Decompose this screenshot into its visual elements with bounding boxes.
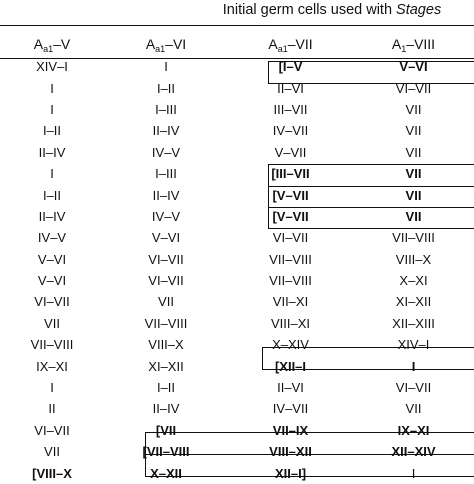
caption-prefix: Initial germ cells used with (222, 2, 397, 18)
table-cell: VII (44, 315, 60, 331)
table-row (0, 420, 474, 441)
table-cell: XII–I] (274, 465, 307, 481)
table-cell: I (50, 380, 54, 396)
table-cell: XIV–I (397, 337, 430, 353)
table-cell: VIII–X (395, 251, 432, 267)
table-cell: I (164, 59, 168, 75)
table-row (0, 56, 474, 77)
table-cell: [III–VII (271, 166, 310, 182)
table-cell: V–VI (37, 273, 67, 289)
table-cell: I–II (42, 123, 62, 139)
table-row (0, 377, 474, 398)
table-cell: [V–VII (272, 208, 309, 224)
table-cell: X–XII (150, 465, 182, 481)
table-cell: I (50, 166, 54, 182)
table-cell: [I–V (278, 59, 303, 75)
column-header: $A_1$–VIII (391, 36, 436, 54)
table-cell: VII (158, 294, 174, 310)
table-cell: I (411, 465, 416, 481)
table-cell: X–XIV (272, 337, 309, 353)
table-caption (0, 0, 474, 20)
table-cell: I (411, 358, 416, 374)
table-cell: VI–VII (34, 422, 70, 438)
table-row (0, 184, 474, 205)
table-cell: VIII–XI (270, 315, 311, 331)
table-cell: V–VI (151, 230, 181, 246)
column-header: $A_{a1}$–VII (268, 36, 313, 54)
table-cell: IV–V (151, 208, 181, 224)
table-cell: VI–VII (272, 230, 309, 246)
table-row (0, 120, 474, 141)
column-header: $A_{a1}-VI$ (145, 36, 187, 54)
table-cell: VII–VIII (269, 251, 312, 267)
table-cell: [VII (155, 422, 177, 438)
table-cell: XI–XII (148, 358, 184, 374)
table-cell: I (50, 80, 54, 96)
table-cell: VI–VII (148, 273, 184, 289)
table-cell: IV–V (37, 230, 67, 246)
table-cell: I–II (156, 380, 176, 396)
table-cell: VII (405, 166, 422, 182)
table-cell: [VIII–X (32, 465, 72, 481)
table-row (0, 163, 474, 184)
caption-emphasis: Stages (396, 2, 442, 18)
table-cell: IX–XI (36, 358, 68, 374)
table-row (0, 227, 474, 248)
table-cell: I–III (155, 101, 177, 117)
table-cell: III–VII (273, 101, 308, 117)
table-row (0, 291, 474, 312)
table-cell: II–IV (152, 401, 180, 417)
table-cell: [XII–I (274, 358, 307, 374)
table-row (0, 398, 474, 419)
table-cell: II–VI (277, 80, 304, 96)
germ-cell-table (0, 34, 474, 484)
table-cell: VII (405, 101, 422, 117)
table-cell: XII–XIV (391, 444, 436, 460)
table-cell: VI–VII (395, 80, 432, 96)
table-cell: VIII–X (148, 337, 184, 353)
table-row (0, 77, 474, 98)
table-row (0, 334, 474, 355)
table-cell: V–VI (399, 59, 428, 75)
table-cell: VII–VIII (30, 337, 74, 353)
table-cell: IV–VII (272, 123, 309, 139)
table-cell: [V–VII (272, 187, 309, 203)
table-row (0, 142, 474, 163)
table-cell: VII (405, 123, 422, 139)
table-cell: VII (405, 187, 422, 203)
table-cell: VII (405, 208, 422, 224)
table-row (0, 206, 474, 227)
table-cell: X–XI (399, 273, 428, 289)
header-row (0, 34, 474, 56)
table-cell: IV–VII (272, 401, 309, 417)
table-cell: VII–IX (272, 422, 309, 438)
table-cell: I (50, 101, 54, 117)
table-row (0, 441, 474, 462)
table-cell: II–IV (38, 208, 66, 224)
table-cell: IV–V (151, 144, 181, 160)
top-rule (0, 25, 474, 26)
table-cell: I–II (42, 187, 62, 203)
table-row (0, 270, 474, 291)
column-header: $A_{a1}-V$ (33, 36, 71, 54)
table-cell: VIII–XII (269, 444, 312, 460)
table-cell: IX–XI (397, 422, 430, 438)
table-cell: [VII–VIII (142, 444, 190, 460)
table-cell: VII–VIII (144, 315, 188, 331)
table-cell: II–IV (38, 144, 66, 160)
table-cell: VII (405, 401, 422, 417)
header-rule (0, 58, 474, 59)
table-cell: VII (405, 144, 422, 160)
table-cell: XI–XII (395, 294, 432, 310)
table-cell: I–II (156, 80, 176, 96)
table-cell: VII–VIII (392, 230, 435, 246)
table-cell: VII–VIII (269, 273, 312, 289)
table-cell: V–VI (37, 251, 67, 267)
table-cell: VII–XI (272, 294, 309, 310)
table-cell: VI–VII (34, 294, 70, 310)
table-cell: XII–XIII (392, 315, 435, 331)
table-cell: II–IV (152, 187, 180, 203)
table-cell: VI–VII (148, 251, 184, 267)
table-row (0, 462, 474, 483)
table-cell: VI–VII (395, 380, 432, 396)
table-cell: II–VI (277, 380, 304, 396)
table-row (0, 313, 474, 334)
table-cell: II–IV (152, 123, 180, 139)
table-cell: V–VII (274, 144, 307, 160)
table-cell: XIV–I (36, 59, 68, 75)
table-row (0, 355, 474, 376)
table-row (0, 99, 474, 120)
table-cell: VII (44, 444, 60, 460)
table-cell: II (48, 401, 56, 417)
table-row (0, 249, 474, 270)
table-cell: I–III (155, 166, 177, 182)
